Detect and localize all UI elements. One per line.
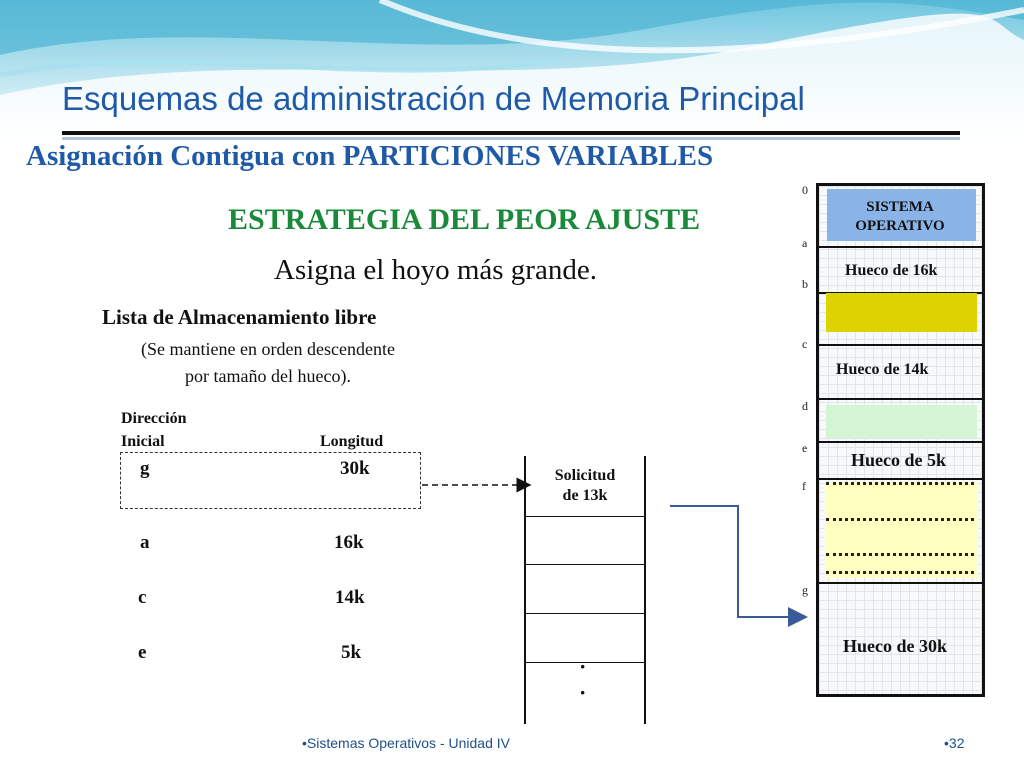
partition-divider bbox=[819, 398, 982, 400]
request-to-hole-arrow bbox=[670, 506, 806, 617]
row-c-length: 14k bbox=[335, 587, 365, 608]
hole-14k-label: Hueco de 14k bbox=[836, 361, 929, 378]
dotted-line bbox=[826, 571, 974, 574]
address-label: d bbox=[802, 399, 808, 413]
row-e-length: 5k bbox=[341, 642, 362, 663]
dotted-line bbox=[826, 553, 974, 556]
free-list-subtitle-line2: por tamaño del hueco). bbox=[185, 366, 351, 386]
row-a-address: a bbox=[140, 532, 150, 553]
used-block-light-yellow bbox=[825, 482, 978, 578]
address-label: c bbox=[802, 337, 808, 351]
partition-divider bbox=[819, 582, 982, 584]
partition-divider bbox=[819, 246, 982, 248]
row-c-address: c bbox=[138, 587, 147, 608]
row-g-address: g bbox=[140, 458, 150, 479]
strategy-description: Asigna el hoyo más grande. bbox=[274, 254, 597, 286]
free-list-title: Lista de Almacenamiento libre bbox=[102, 305, 377, 329]
os-label-line2: OPERATIVO bbox=[855, 218, 945, 234]
hole-5k-label: Hueco de 5k bbox=[851, 450, 947, 470]
ellipsis-dot: · bbox=[579, 654, 587, 679]
col-address-header-line2: Inicial bbox=[121, 433, 165, 450]
address-label: 0 bbox=[802, 183, 808, 197]
free-list-subtitle-line1: (Se mantiene en orden descendente bbox=[141, 339, 395, 359]
partition-divider bbox=[819, 441, 982, 443]
address-label: f bbox=[802, 479, 806, 493]
ellipsis-dot: · bbox=[579, 680, 587, 705]
hole-16k-label: Hueco de 16k bbox=[845, 262, 938, 279]
os-label-line1: SISTEMA bbox=[866, 199, 934, 215]
used-block-yellow bbox=[826, 293, 977, 332]
col-length-header: Longitud bbox=[320, 433, 384, 450]
used-block-green bbox=[826, 405, 977, 438]
os-label bbox=[826, 198, 974, 236]
slide-title: Esquemas de administración de Memoria Principal bbox=[62, 80, 805, 117]
address-label: e bbox=[802, 441, 808, 455]
row-a-length: 16k bbox=[334, 532, 364, 553]
row-g-length: 30k bbox=[340, 458, 370, 479]
address-label: a bbox=[802, 236, 808, 250]
request-label-line2: de 13k bbox=[562, 487, 608, 504]
dotted-line bbox=[826, 482, 974, 485]
partition-divider bbox=[819, 344, 982, 346]
slide-subtitle: Asignación Contigua con PARTICIONES VARIABLES bbox=[26, 140, 714, 172]
address-label: b bbox=[802, 277, 808, 291]
footer-page-number: •32 bbox=[944, 735, 965, 751]
footer-course: •Sistemas Operativos - Unidad IV bbox=[302, 735, 510, 751]
row-e-address: e bbox=[138, 642, 147, 663]
address-label: g bbox=[802, 583, 808, 597]
strategy-heading: ESTRATEGIA DEL PEOR AJUSTE bbox=[228, 203, 701, 236]
memory-map bbox=[816, 183, 985, 697]
dotted-line bbox=[826, 518, 974, 521]
col-address-header-line1: Dirección bbox=[121, 410, 187, 427]
partition-divider bbox=[819, 478, 982, 480]
hole-30k-label: Hueco de 30k bbox=[843, 636, 948, 656]
request-label-line1: Solicitud bbox=[554, 467, 616, 484]
